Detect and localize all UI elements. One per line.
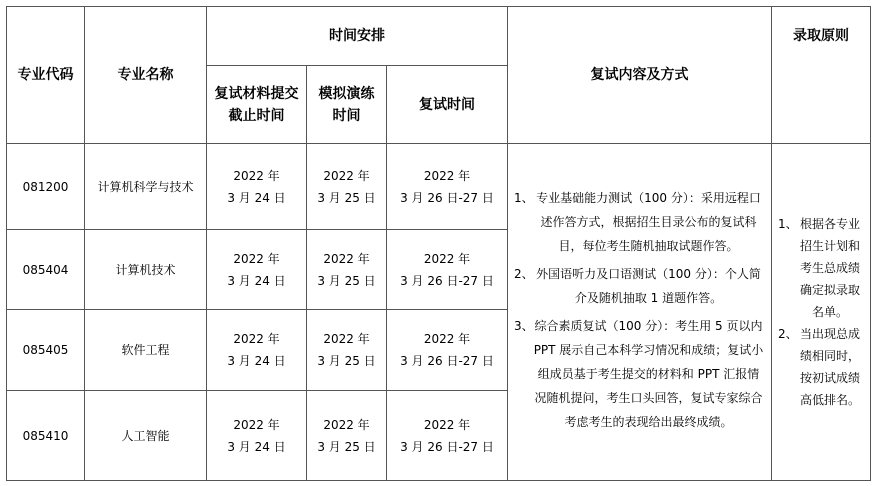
date-line: 2022 年: [323, 332, 370, 346]
header-deadline-line2: 截止时间: [228, 107, 285, 124]
date-line: 3 月 25 日: [317, 354, 376, 368]
date-line: 2022 年: [233, 168, 280, 183]
row-exam: [387, 144, 508, 230]
row-name: 人工智能: [85, 391, 207, 481]
row-deadline: [207, 230, 307, 310]
row-code: 081200: [7, 144, 85, 230]
content-item-number: 3、: [514, 319, 534, 333]
header-drill: [307, 66, 387, 144]
date-line: 2022 年: [423, 332, 471, 346]
row-name: 软件工程: [85, 310, 207, 391]
date-line: 3 月 26 日-27 日: [400, 190, 494, 205]
retest-content-cell: [508, 144, 772, 481]
principle-item-text: 根据各专业招生计划和考生总成绩确定拟录取名单。: [799, 217, 860, 319]
row-drill: [307, 391, 387, 481]
date-line: 2022 年: [233, 251, 280, 266]
content-item: [514, 186, 765, 258]
header-exam-time: 复试时间: [387, 66, 508, 144]
date-line: 3 月 26 日-27 日: [400, 273, 494, 288]
principle-item-number: 1、: [778, 217, 798, 231]
row-exam: [387, 391, 508, 481]
principle-item-text: 当出现总成绩相同时，按初试成绩高低排名。: [799, 327, 860, 407]
row-name: 计算机技术: [85, 230, 207, 310]
date-line: 2022 年: [423, 417, 471, 432]
content-item: [514, 262, 765, 310]
content-item-number: 2、: [514, 267, 534, 281]
principle-item-number: 2、: [778, 327, 798, 341]
date-line: 3 月 25 日: [317, 190, 376, 205]
content-item-text: 综合素质复试（100 分）：考生用 5 页以内 PPT 展示自己本科学习情况和成绩；复试小组成员基于考生提交的材料和 PPT 汇报情况随机提问，考生口头回答，复试专家综合考虑考生的表现给出最终成绩。: [533, 319, 764, 429]
header-code: 专业代码: [7, 7, 85, 144]
date-line: 3 月 26 日-27 日: [400, 354, 494, 368]
date-line: 3 月 24 日: [227, 439, 286, 454]
date-line: 2022 年: [323, 168, 370, 183]
retest-schedule-table: [6, 6, 871, 481]
date-line: 2022 年: [323, 251, 370, 266]
row-exam: [387, 310, 508, 391]
row-name: 计算机科学与技术: [85, 144, 207, 230]
table-row: [7, 144, 871, 230]
content-item-text: 外国语听力及口语测试（100 分）：个人简介及随机抽取 1 道题作答。: [536, 267, 761, 305]
date-line: 3 月 26 日-27 日: [400, 439, 494, 454]
row-drill: [307, 310, 387, 391]
header-deadline-line1: 复试材料提交: [214, 85, 299, 102]
content-item-text: 专业基础能力测试（100 分）：采用远程口述作答方式，根据招生目录公布的复试科目，每位考生随机抽取试题作答。: [536, 191, 761, 253]
principle-item: [778, 213, 864, 323]
row-deadline: [207, 391, 307, 481]
header-content: 复试内容及方式: [508, 7, 772, 144]
content-item: [514, 314, 765, 434]
header-row-top: [7, 7, 871, 66]
date-line: 2022 年: [233, 417, 280, 432]
date-line: 2022 年: [423, 251, 471, 266]
header-name: 专业名称: [85, 7, 207, 144]
row-exam: [387, 230, 508, 310]
admission-principle-cell: [772, 144, 871, 481]
principle-item: [778, 323, 864, 411]
date-line: 2022 年: [423, 168, 471, 183]
row-deadline: [207, 310, 307, 391]
row-code: 085404: [7, 230, 85, 310]
row-code: 085410: [7, 391, 85, 481]
content-item-number: 1、: [514, 191, 534, 205]
header-schedule: 时间安排: [207, 7, 508, 66]
date-line: 3 月 24 日: [227, 354, 286, 368]
header-drill-line1: 模拟演练: [318, 85, 375, 102]
header-deadline: [207, 66, 307, 144]
date-line: 3 月 25 日: [317, 273, 376, 288]
date-line: 3 月 24 日: [227, 273, 286, 288]
date-line: 2022 年: [233, 332, 280, 346]
date-line: 3 月 25 日: [317, 439, 376, 454]
row-drill: [307, 230, 387, 310]
row-drill: [307, 144, 387, 230]
header-drill-line2: 时间: [332, 107, 361, 124]
date-line: 2022 年: [323, 417, 370, 432]
row-deadline: [207, 144, 307, 230]
date-line: 3 月 24 日: [227, 190, 286, 205]
row-code: 085405: [7, 310, 85, 391]
header-principle: 录取原则: [772, 7, 871, 144]
